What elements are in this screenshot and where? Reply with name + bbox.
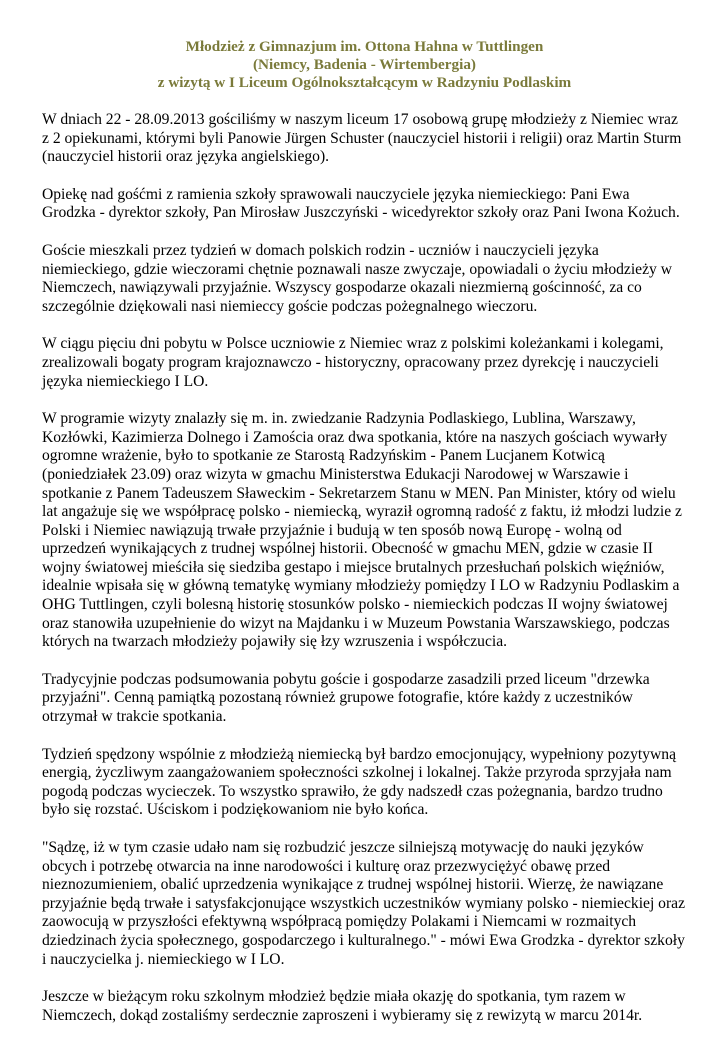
paragraph-9: Jeszcze w bieżącym roku szkolnym młodzież będzie miała okazję do spotkania, tym razem w Niemczech, dokąd zostaliśmy serdecznie zaproszeni i wybieramy się z rewizytą w marcu 2014r. bbox=[42, 988, 643, 1024]
paragraph-4: W ciągu pięciu dni pobytu w Polsce uczniowie z Niemiec wraz z polskimi koleżankami i kolegami, zrealizowali bogaty program krajoznawczo - historyczny, opracowany przez dyrekcję i nauczycieli języka niemieckiego I LO. bbox=[42, 335, 664, 390]
paragraph-7: Tydzień spędzony wspólnie z młodzieżą niemiecką był bardzo emocjonujący, wypełniony pozytywną energią, życzliwym zaangażowaniem społeczności szkolnej i lokalnej. Także przyroda sprzyjała nam pogodą podczas wycieczek. To wszystko sprawiło, że gdy nadszedł czas pożegnania, bardzo trudno było się rozstać. Uściskom i podziękowaniom nie było końca. bbox=[42, 745, 677, 819]
document-title bbox=[42, 38, 687, 92]
paragraph-6: Tradycyjnie podczas podsumowania pobytu goście i gospodarze zasadzili przed liceum "drzewka przyjaźni". Cenną pamiątką pozostaną również grupowe fotografie, które każdy z uczestników otrzymał w trakcie spotkania. bbox=[42, 670, 650, 726]
paragraph-3: Goście mieszkali przez tydzień w domach polskich rodzin - uczniów i nauczycieli języka niemieckiego, gdzie wieczorami chętnie poznawali nasze zwyczaje, opowiadali o życiu młodzieży w Niemczech, nawiązywali przyjaźnie. Wszyscy gospodarze okazali niezmierną gościnność, za co szczególnie dziękowali nasi niemieccy goście podczas pożegnalnego wieczoru. bbox=[42, 241, 672, 315]
title-line-2: (Niemcy, Badenia - Wirtembergia) bbox=[253, 56, 476, 73]
document-body bbox=[42, 111, 687, 1025]
paragraph-5: W programie wizyty znalazły się m. in. zwiedzanie Radzynia Podlaskiego, Lublina, Warszawy, Kozłówki, Kazimierza Dolnego i Zamościa oraz dwa spotkania, które na naszych gościach wywarły ogromne wrażenie, było to spotkanie ze Starostą Radzyńskim - Panem Lucjanem Kotwicą (poniedziałek 23.09) oraz wizyta w gmachu Ministerstwa Edukacji Narodowej w Warszawie i spotkanie z Panem Tadeuszem Sławeckim - Sekretarzem Stanu w MEN. Pan Minister, który od wielu lat angażuje się we współpracę polsko - niemiecką, wyraził ogromną radość z faktu, iż młodzi ludzie z Polski i Niemiec nawiązują trwałe przyjaźnie i budują w ten sposób nową Europę - wolną od uprzedzeń wynikających z trudnej wspólnej historii. Obecność w gmachu MEN, gdzie w czasie II wojny światowej mieściła się siedziba gestapo i miejsce brutalnych przesłuchań polskich więźniów, idealnie wpisała się w główną tematykę wymiany młodzieży pomiędzy I LO w Radzyniu Podlaskim a OHG Tuttlingen, czyli bolesną historię stosunków polsko - niemieckich podczas II wojny światowej oraz stanowiła uzupełnienie do wizyt na Majdanku i w Muzeum Powstania Warszawskiego, podczas których na twarzach młodzieży pojawiły się łzy wzruszenia i współczucia. bbox=[42, 410, 682, 651]
paragraph-2: Opiekę nad gośćmi z ramienia szkoły sprawowali nauczyciele języka niemieckiego: Pani Ewa Grodzka - dyrektor szkoły, Pan Mirosław Juszczyński - wicedyrektor szkoły oraz Pani Iwona Kożuch. bbox=[42, 185, 680, 222]
title-line-3: z wizytą w I Liceum Ogólnokształcącym w Radzyniu Podlaskim bbox=[157, 74, 572, 91]
document-page bbox=[42, 38, 687, 1044]
paragraph-8: "Sądzę, iż w tym czasie udało nam się rozbudzić jeszcze silniejszą motywację do nauki języków obcych i potrzebę otwarcia na inne narodowości i kulturę oraz przezwyciężyć obawę przed nieznozumieniem, obalić uprzedzenia wynikające z trudnej wspólnej historii. Wierzę, że nawiązane przyjaźnie będą trwałe i satysfakcjonujące wszystkich uczestników wymiany polsko - niemieckiej oraz zaowocują w przyszłości efektywną współpracą pomiędzy Polakami i Niemcami w rozmaitych dziedzinach życia społecznego, gospodarczego i kulturalnego." - mówi Ewa Grodzka - dyrektor szkoły i nauczycielka j. niemieckiego w I LO. bbox=[42, 839, 686, 968]
paragraph-1: W dniach 22 - 28.09.2013 gościliśmy w naszym liceum 17 osobową grupę młodzieży z Niemiec wraz z 2 opiekunami, którymi byli Panowie Jürgen Schuster (nauczyciel historii i religii) oraz Martin Sturm (nauczyciel historii oraz języka angielskiego). bbox=[42, 111, 682, 166]
title-line-1: Młodzież z Gimnazjum im. Ottona Hahna w Tuttlingen bbox=[185, 38, 544, 55]
